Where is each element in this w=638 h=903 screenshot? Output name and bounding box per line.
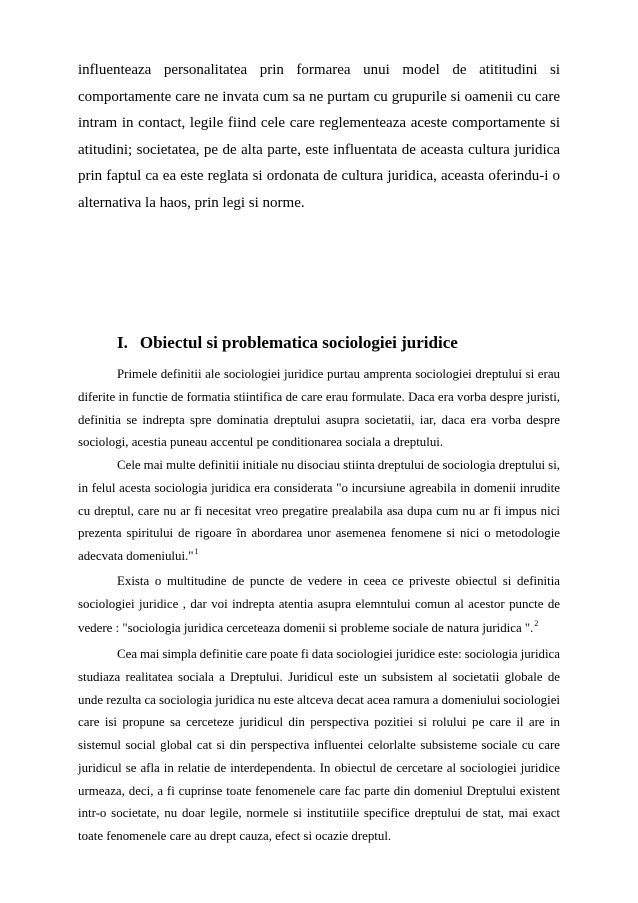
text-line: studiaza realitatea sociala a Dreptului. Juridicul este un subsistem al societatii globale de (78, 669, 560, 684)
text-line: comportamente care ne invata cum sa ne purtam cu grupurile si oamenii cu care (78, 88, 560, 105)
footnote-reference: 2 (534, 619, 539, 629)
text-line: unde rezulta ca sociologia juridica nu este altceva decat acea ramura a domeniului sociologiei (78, 692, 560, 707)
text-line: juridicul se afla in relatie de interdependenta. In obiectul de cercetare al sociologiei juridice (78, 760, 560, 775)
paragraph (78, 643, 560, 848)
text-line: prezenta spiritului de rigoare în abordarea unor asemenea fenomene si nici o metodologie (78, 526, 560, 541)
text-line: sistemul social global cat si din perspectiva influentei celorlalte subsisteme sociale cu care (78, 738, 560, 752)
text-line: care isi propune sa cerceteze juridicul din perspectiva pozitiei si rolului pe care il are in (78, 715, 560, 730)
text-line: influenteaza personalitatea prin formarea unui model de atititudini si (78, 62, 560, 78)
text-line: Cele mai multe definitii initiale nu disociau stiinta dreptului de sociologia dreptului si, (117, 458, 560, 472)
text-line: cu dreptul, care nu ar fi necesitat vreo pregatire prealabila asa dupa cum nu ar fi impus nici (78, 503, 560, 518)
line-text: vedere : "sociologia juridica cerceteaza domenii si probleme sociale de natura juridica ". (78, 621, 534, 636)
text-line (78, 617, 560, 640)
paragraph (78, 570, 560, 640)
text-line: in felul acesta sociologia juridica era considerata "o incursiune agreabila in domenii inrudite (78, 480, 560, 495)
paragraph (78, 363, 560, 454)
text-line: definitia se indrepta spre dominatia dreptului asupra societatii, iar, daca era vorba despre (78, 412, 560, 427)
text-line: sociologiei juridice , dar voi indrepta atentia asupra elemntului comun al acestor puncte de (78, 596, 560, 611)
text-line: Exista o multitudine de puncte de vedere in ceea ce priveste obiectul si definitia (117, 573, 560, 588)
paragraph (78, 454, 560, 568)
text-line (78, 545, 560, 568)
text-line: Cea mai simpla definitie care poate fi data sociologiei juridice este: sociologia juridica (117, 647, 560, 661)
text-line: alternativa la haos, prin legi si norme. (78, 194, 305, 211)
intro-paragraph (78, 57, 560, 216)
text-line: intr-o societate, nu doar legile, normele si institutiile specifice dreptului de stat, mai exact (78, 806, 560, 821)
text-line: urmeaza, deci, a fi cuprinse toate fenomenele care fac parte din domeniul Dreptului existent (78, 783, 560, 798)
section-title: Obiectul si problematica sociologiei juridice (139, 333, 458, 352)
text-line: Primele definitii ale sociologiei juridice purtau amprenta sociologiei dreptului si erau (117, 367, 560, 381)
text-line: sociologi, acestia puneau accentul pe conditionarea sociala a dreptului. (78, 435, 444, 450)
text-line: intram in contact, legile fiind cele care reglementeaza aceste comportamente si (78, 115, 560, 131)
footnote-reference: 1 (194, 547, 199, 556)
section-body (78, 363, 560, 848)
section-number: I. (117, 333, 128, 352)
text-line: atitudini; societatea, pe de alta parte, este influentata de aceasta cultura juridica (78, 141, 560, 158)
section-heading (117, 332, 458, 354)
line-text: adecvata domeniului." (78, 549, 194, 563)
text-line: diferite in functie de formatia stiintifica de care erau formulate. Daca era vorba despre juristi, (78, 389, 560, 404)
text-line: toate fenomenele care au drept cauza, efect si ocazie dreptul. (78, 829, 392, 843)
text-line: prin faptul ca ea este reglata si ordonata de cultura juridica, aceasta oferindu-i o (78, 168, 560, 184)
